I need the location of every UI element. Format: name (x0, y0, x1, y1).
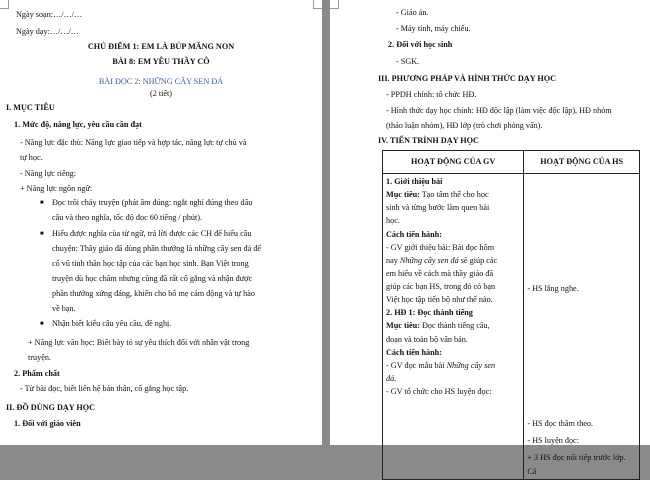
teacher-cell (383, 174, 524, 480)
text-line: cổ vũ tinh thần học tập của các bạn học sinh. Bạn Việt trong (52, 259, 249, 268)
text-line: phần thưởng xứng đáng, khiến cho bố mẹ cảm động và tự hào (52, 289, 255, 298)
text-line: chuyện: Thầy giáo đã dùng phần thưởng là những cây sen đá để (52, 244, 262, 253)
text-line: về bạn. (52, 304, 76, 313)
text-line: - Máy tính, máy chiếu. (396, 24, 471, 33)
reading-title: BÀI ĐỌC 2: NHỮNG CÂY SEN ĐÁ (98, 77, 224, 86)
col-header-student: HOẠT ĐỘNG CỦA HS (524, 151, 640, 174)
activity1-title: 2. HĐ 1: Đọc thành tiếng (386, 308, 473, 318)
date-prepared: Ngày soạn:…/…/… (16, 10, 83, 19)
text-line: - GV đọc mẫu bài (386, 360, 447, 370)
story-title: Những cây sen đá (399, 255, 459, 265)
story-title: Những cây sen (446, 360, 496, 370)
text-line: - GV tổ chức cho HS luyện đọc: (386, 387, 492, 396)
how-label: Cách tiến hành: (386, 229, 442, 239)
text-line: - Hình thức dạy học chính: HĐ độc lập (làm việc độc lập), HĐ nhóm (386, 106, 612, 115)
document-page-2 (330, 0, 650, 476)
text-line: - Năng lực riêng: (20, 169, 77, 178)
text-line: em hiểu về cách mà thầy giáo đã (386, 268, 494, 278)
col-header-teacher: HOẠT ĐỘNG CỦA GV (383, 151, 524, 174)
text-line: câu và theo nghĩa, tốc độ đọc 60 tiếng / phút). (52, 213, 203, 222)
intro-title: 1. Giới thiệu bài (386, 177, 443, 186)
bullet-icon: ■ (40, 200, 44, 206)
text-line: - HS đọc thầm theo. (527, 419, 594, 429)
text-line: - SGK. (396, 57, 420, 66)
table-row (383, 174, 640, 480)
student-cell (524, 174, 640, 480)
text-line: - PPDH chính: tổ chức HĐ. (386, 90, 477, 99)
goal-label: Mục tiêu: (386, 190, 420, 200)
text-line: tự học. (20, 153, 43, 162)
text-line: Đọc thành tiếng câu, (419, 321, 490, 331)
text-line: - HS luyện đọc: (527, 436, 579, 446)
text-line: - Từ bài đọc, biết liên hệ bản thân, cố gắng học tập. (20, 384, 189, 393)
text-line: Hiểu được nghĩa của từ ngữ, trả lời được các CH để hiểu câu (52, 229, 252, 238)
document-page-1 (0, 0, 322, 445)
text-line: sẽ giúp các (458, 255, 498, 265)
text-line: - Giáo án. (396, 8, 429, 17)
periods: (2 tiết) (149, 89, 173, 98)
text-line: truyện. (28, 353, 51, 362)
date-taught: Ngày dạy:…/…/… (16, 27, 79, 36)
text-line: + Năng lực văn học: Biết bày tỏ sự yêu thích đối với nhân vật trong (28, 338, 250, 347)
section-materials: II. ĐỒ DÙNG DẠY HỌC (6, 403, 96, 412)
text-line: - HS lắng nghe. (527, 284, 579, 293)
subsection-student: 2. Đối với học sinh (388, 40, 453, 49)
text-line: đoạn và toàn bộ văn bản. (386, 334, 468, 344)
goal-label: Mục tiêu: (386, 321, 420, 331)
bullet-icon: ■ (40, 231, 44, 237)
section-process: IV. TIẾN TRÌNH DẠY HỌC (378, 136, 479, 145)
theme-title: CHỦ ĐIỂM 1: EM LÀ BÚP MĂNG NON (87, 42, 235, 51)
lesson-title: BÀI 8: EM YÊU THẦY CÔ (112, 57, 210, 66)
text-line: - GV giới thiệu bài: Bài đọc hôm (386, 242, 495, 252)
section-methods: III. PHƯƠNG PHÁP VÀ HÌNH THỨC DẠY HỌC (378, 74, 557, 83)
text-line: truyện dù học chăm nhưng cũng đã rất cố gắng và nhận được (52, 274, 253, 283)
text-line: giúp các bạn HS, trong đó có bạn (386, 282, 496, 291)
subsection-competencies: 1. Mức độ, năng lực, yêu cầu cần đạt (14, 120, 142, 129)
bullet-icon: ■ (40, 321, 44, 327)
lesson-table (382, 150, 640, 480)
text-line: đá. (386, 373, 397, 383)
crop-mark (313, 0, 322, 9)
crop-mark (0, 0, 9, 9)
text-line: Nhận biết kiểu câu yêu cầu, đề nghị. (52, 319, 172, 328)
text-line: học. (386, 216, 400, 226)
how-label: Cách tiến hành: (386, 347, 442, 357)
text-line: (thảo luận nhóm), HĐ lớp (trò chơi phỏng vấn). (386, 121, 543, 130)
crop-mark (330, 0, 339, 9)
text-line: Đọc trôi chảy truyện (phát âm đúng: ngắt nghỉ đúng theo dấu (52, 198, 253, 207)
text-line: + Năng lực ngôn ngữ: (20, 184, 93, 193)
section-objectives: I. MỤC TIÊU (6, 103, 55, 112)
text-line: sinh và từng bước làm quen bài (386, 203, 490, 213)
text-line: - Năng lực đặc thù: Năng lực giao tiếp và hợp tác, năng lực tự chủ và (20, 138, 247, 147)
text-line: + 3 HS đọc nối tiếp trước lớp. Cả (527, 453, 626, 476)
table-header-row (383, 151, 640, 174)
text-line: nay (386, 255, 400, 265)
text-line: Việt học tập tiến bộ như thế nào. (386, 295, 493, 305)
text-line: Tạo tâm thế cho học (419, 190, 489, 200)
subsection-virtues: 2. Phẩm chất (14, 369, 60, 378)
subsection-teacher: 1. Đối với giáo viên (14, 419, 81, 428)
